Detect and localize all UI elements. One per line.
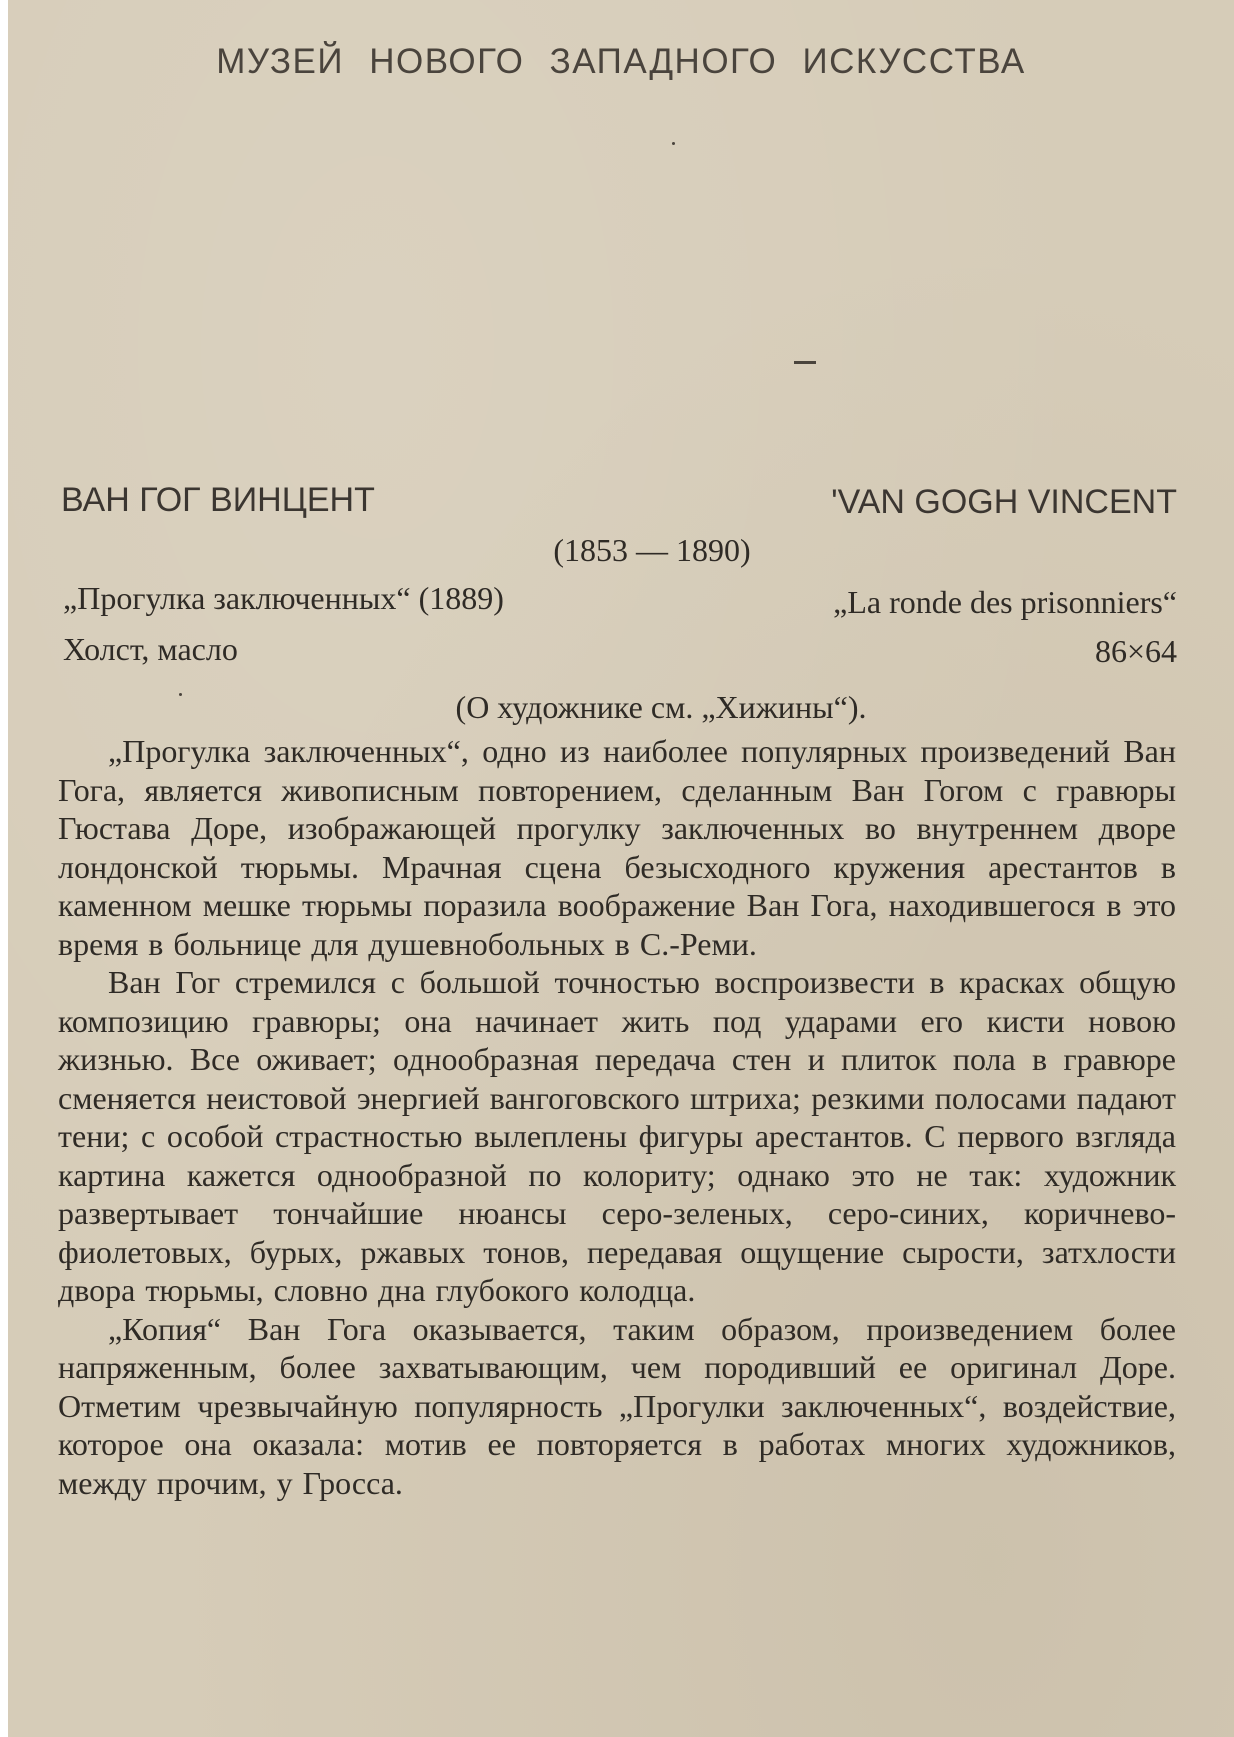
paragraph: „Прогулка заключенных“, одно из наиболее популярных произведений Ван Гога, является живописным повторением, сделанным Ван Гогом с гравюры Гюстава Доре, изображающей прогулку заключенных во внутреннем дворе лондонской тюрьмы. Мрачная сцена безысходного кружения арестантов в каменном мешке тюрьмы поразила воображение Ван Гога, находившегося в это время в больнице для душевнобольных в С.-Реми. [58, 733, 1176, 962]
museum-card [8, 0, 1234, 1737]
separator-dash [794, 361, 816, 364]
artwork-title-fr: „La ronde des prisonniers“ [833, 584, 1177, 620]
artwork-medium: Холст, масло [63, 631, 238, 667]
artwork-dimensions: 86×64 [1094, 633, 1177, 669]
paragraph: „Копия“ Ван Гога оказывается, таким образом, произведением более напряженным, более захватывающим, чем породивший ее оригинал Доре. Отметим чрезвычайную популярность „Прогулки заключенных“, воздействие, которое она оказала: мотив ее повторяется в работах многих художников, между прочим, у Гросса. [58, 1310, 1176, 1501]
artwork-title-ru: „Прогулка заключенных“ (1889) [63, 580, 504, 616]
artist-name-ru: ВАН ГОГ ВИНЦЕНТ [61, 481, 375, 519]
paragraph: Ван Гог стремился с большой точностью воспроизвести в красках общую композицию гравюры; она начинает жить под ударами его кисти новою жизнью. Все оживает; однообразная передача стен и плиток пола в гравюре сменяется неистовой энергией вангоговского штриха; резкими полосами падают тени; с особой страстностью вылеплены фигуры арестантов. С первого взгляда картина кажется однообразной по колориту; однако это не так: художник развертывает тончайшие нюансы серо-зеленых, серо-синих, коричнево-фиолетовых, бурых, ржавых тонов, передавая ощущение сырости, затхлости двора тюрьмы, словно дна глубокого колодца. [58, 964, 1176, 1308]
museum-name: МУЗЕЙ НОВОГО ЗАПАДНОГО ИСКУССТВА [216, 42, 1026, 81]
artist-reference: (О художнике см. „Хижины“). [455, 689, 867, 725]
artist-name-fr: 'VAN GOGH VINCENT [831, 483, 1177, 521]
description-text [58, 732, 1176, 1502]
print-speck [672, 142, 675, 145]
artist-dates: (1853 — 1890) [553, 532, 751, 568]
